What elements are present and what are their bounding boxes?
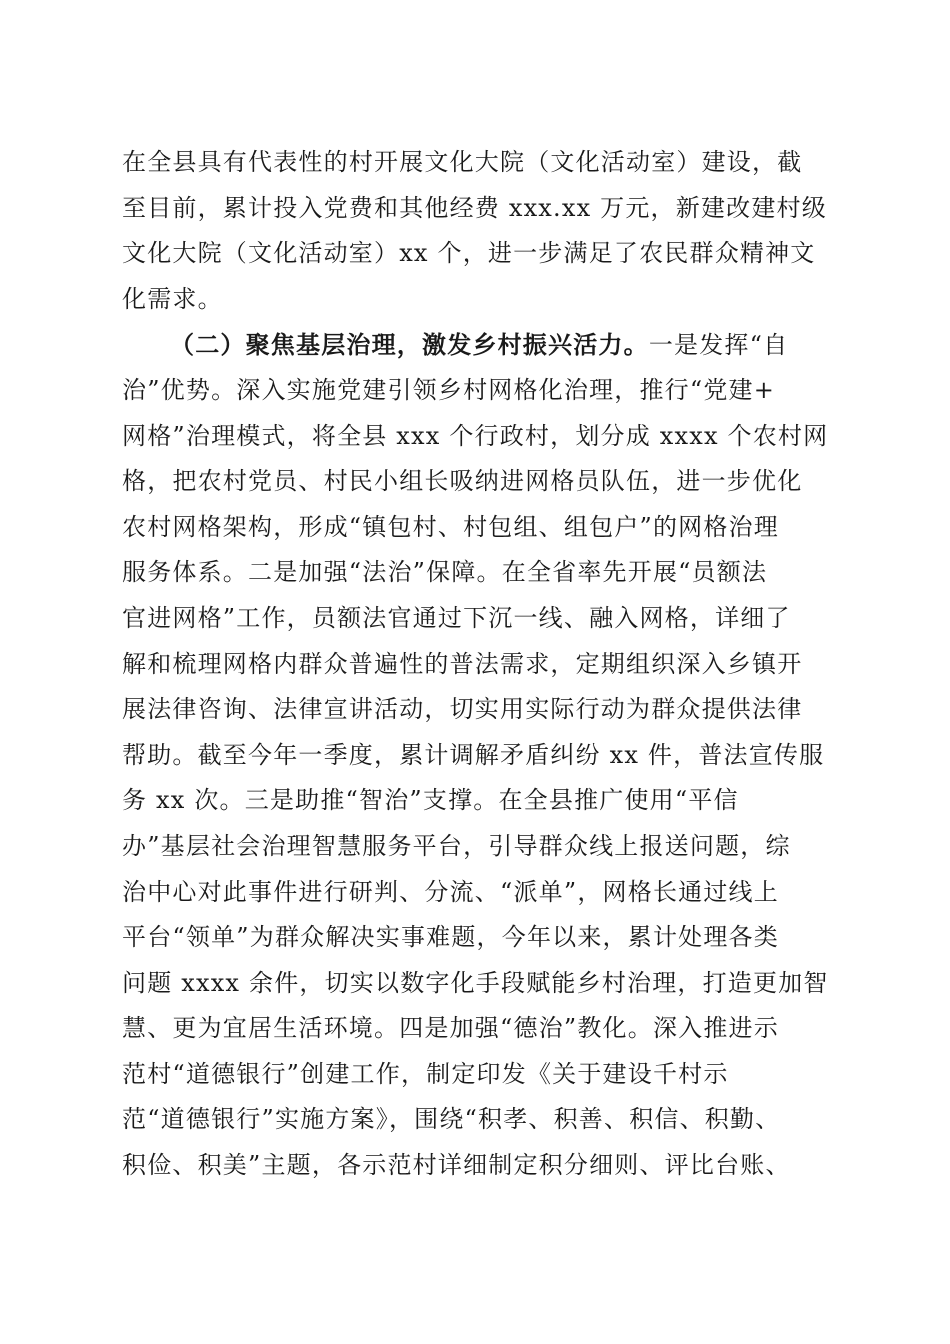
text-line: 展法律咨询、法律宣讲活动，切实用实际行动为群众提供法律	[122, 695, 803, 724]
text-line: 至目前，累计投入党费和其他经费 xxx.xx 万元，新建改建村级	[122, 193, 827, 222]
text-line: 务 xx 次。三是助推“智治”支撑。在全县推广使用“平信	[122, 786, 739, 815]
text-line: 治”优势。深入实施党建引领乡村网格化治理，推行“党建+	[122, 375, 776, 404]
text-line: 化需求。	[122, 284, 223, 313]
text-line: 帮助。截至今年一季度，累计调解矛盾纠纷 xx 件，普法宣传服	[122, 740, 825, 769]
text-line: 平台“领单”为群众解决实事难题，今年以来，累计处理各类	[122, 923, 779, 952]
section-first-line	[122, 322, 832, 368]
section-heading: （二）聚焦基层治理，激发乡村振兴活力。	[170, 330, 649, 360]
text-line: 格，把农村党员、村民小组长吸纳进网格员队伍，进一步优化	[122, 467, 803, 496]
text-line: 治中心对此事件进行研判、分流、“派单”，网格长通过线上	[122, 877, 779, 906]
text-line: 解和梳理网格内群众普遍性的普法需求，定期组织深入乡镇开	[122, 649, 803, 678]
text-line: 慧、更为宜居生活环境。四是加强“德治”教化。深入推进示	[122, 1014, 779, 1043]
body-text	[122, 140, 832, 1189]
text-line: 文化大院（文化活动室）xx 个，进一步满足了农民群众精神文	[122, 239, 816, 268]
text-line: 服务体系。二是加强“法治”保障。在全省率先开展“员额法	[122, 558, 768, 587]
text-line: 办”基层社会治理智慧服务平台，引导群众线上报送问题，综	[122, 831, 791, 860]
text-line: 官进网格”工作，员额法官通过下沉一线、融入网格，详细了	[122, 603, 791, 632]
text-line: 范“道德银行”实施方案》，围绕“积孝、积善、积信、积勤、	[122, 1105, 781, 1134]
text-line: 网格”治理模式，将全县 xxx 个行政村，划分成 xxxx 个农村网	[122, 421, 829, 450]
section-line-rest: 一是发挥“自	[648, 331, 789, 360]
text-line: 农村网格架构，形成“镇包村、村包组、组包户”的网格治理	[122, 512, 779, 541]
text-line: 在全县具有代表性的村开展文化大院（文化活动室）建设，截	[122, 148, 803, 176]
text-line: 积俭、积美”主题，各示范村详细制定积分细则、评比台账、	[122, 1151, 791, 1180]
text-line: 问题 xxxx 余件，切实以数字化手段赋能乡村治理，打造更加智	[122, 968, 829, 997]
text-line: 范村“道德银行”创建工作，制定印发《关于建设千村示	[122, 1059, 729, 1088]
